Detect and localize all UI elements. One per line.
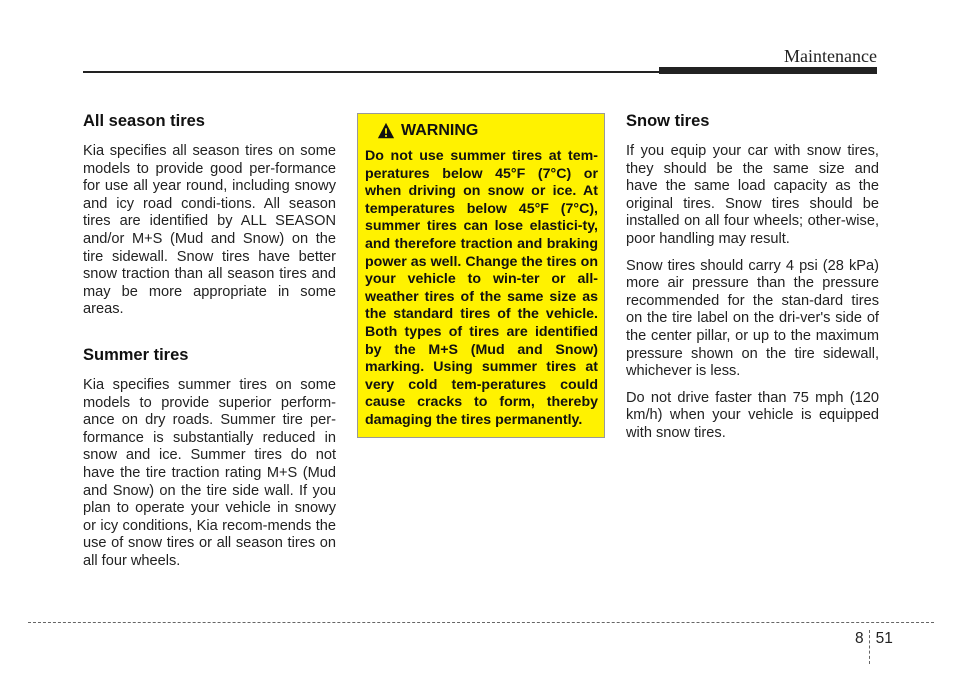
- summer-heading: Summer tires: [83, 345, 189, 364]
- warning-box: [357, 113, 605, 438]
- snow-heading: Snow tires: [626, 112, 710, 130]
- section-title: Maintenance: [784, 46, 877, 66]
- snow-paragraph-2: Snow tires should carry 4 psi (28 kPa) more air pressure than the pressure recommended for the stan-dard tires on the tire label on the dri-ver's side of the center pillar, or up to the maximum pressure shown on the tire sidewall, whichever is less.: [626, 257, 879, 380]
- warning-title: WARNING: [401, 122, 479, 139]
- snow-paragraph-1: If you equip your car with snow tires, they should be the same size and have the same load capacity as the original tires. Snow tires should be installed on all four wheels; other-wise, poor handling may result.: [626, 143, 879, 247]
- all-season-heading: All season tires: [83, 112, 205, 130]
- warning-header: [365, 122, 598, 140]
- snow-paragraph-3: Do not drive faster than 75 mph (120 km/h) when your vehicle is equipped with snow tires.: [626, 389, 879, 441]
- summer-paragraph: Kia specifies summer tires on some models to provide superior perform-ance on dry roads. Summer tire per-formance is substantially reduced in snow and ice. Summer tires do not have the tire traction rating M+S (Mud and Snow) on the tire side wall. If you plan to operate your vehicle in snowy or icy conditions, Kia recom-mends the use of snow tires or all season tires on all four wheels.: [83, 376, 336, 569]
- column-right: [626, 112, 879, 452]
- header-rule-accent: [659, 67, 877, 74]
- page-number: [855, 630, 893, 664]
- column-left: [83, 112, 336, 579]
- page-number-value: 51: [875, 630, 893, 647]
- warning-text: Do not use summer tires at tem-peratures below 45°F (7°C) or when driving on snow or ice. At temperatures below 45°F (7°C), summer tires can lose elastici-ty, and therefore traction and braking power as well. Change the tires on your vehicle to win-ter or all-weather tires of the same size as the standard tires of the vehicle. Both types of tires are identified by the M+S (Mud and Snow) marking. Using summer tires at very cold tem-peratures could cause cracks to form, thereby damaging the tires permanently.: [365, 148, 598, 428]
- warning-triangle-icon: [377, 122, 395, 140]
- header-rule: [83, 71, 659, 73]
- footer-rule: [28, 622, 934, 623]
- all-season-paragraph: Kia specifies all season tires on some models to provide good per-formance for use all year round, including snowy and icy road condi-tions. All season tires are identified by ALL SEASON and/or M+S (Mud and Snow) on the tire sidewall. Snow tires have better snow traction than all season tires and may be more appropriate in some areas.: [83, 143, 336, 318]
- chapter-number: 8: [855, 630, 864, 647]
- page-number-separator: [869, 630, 871, 664]
